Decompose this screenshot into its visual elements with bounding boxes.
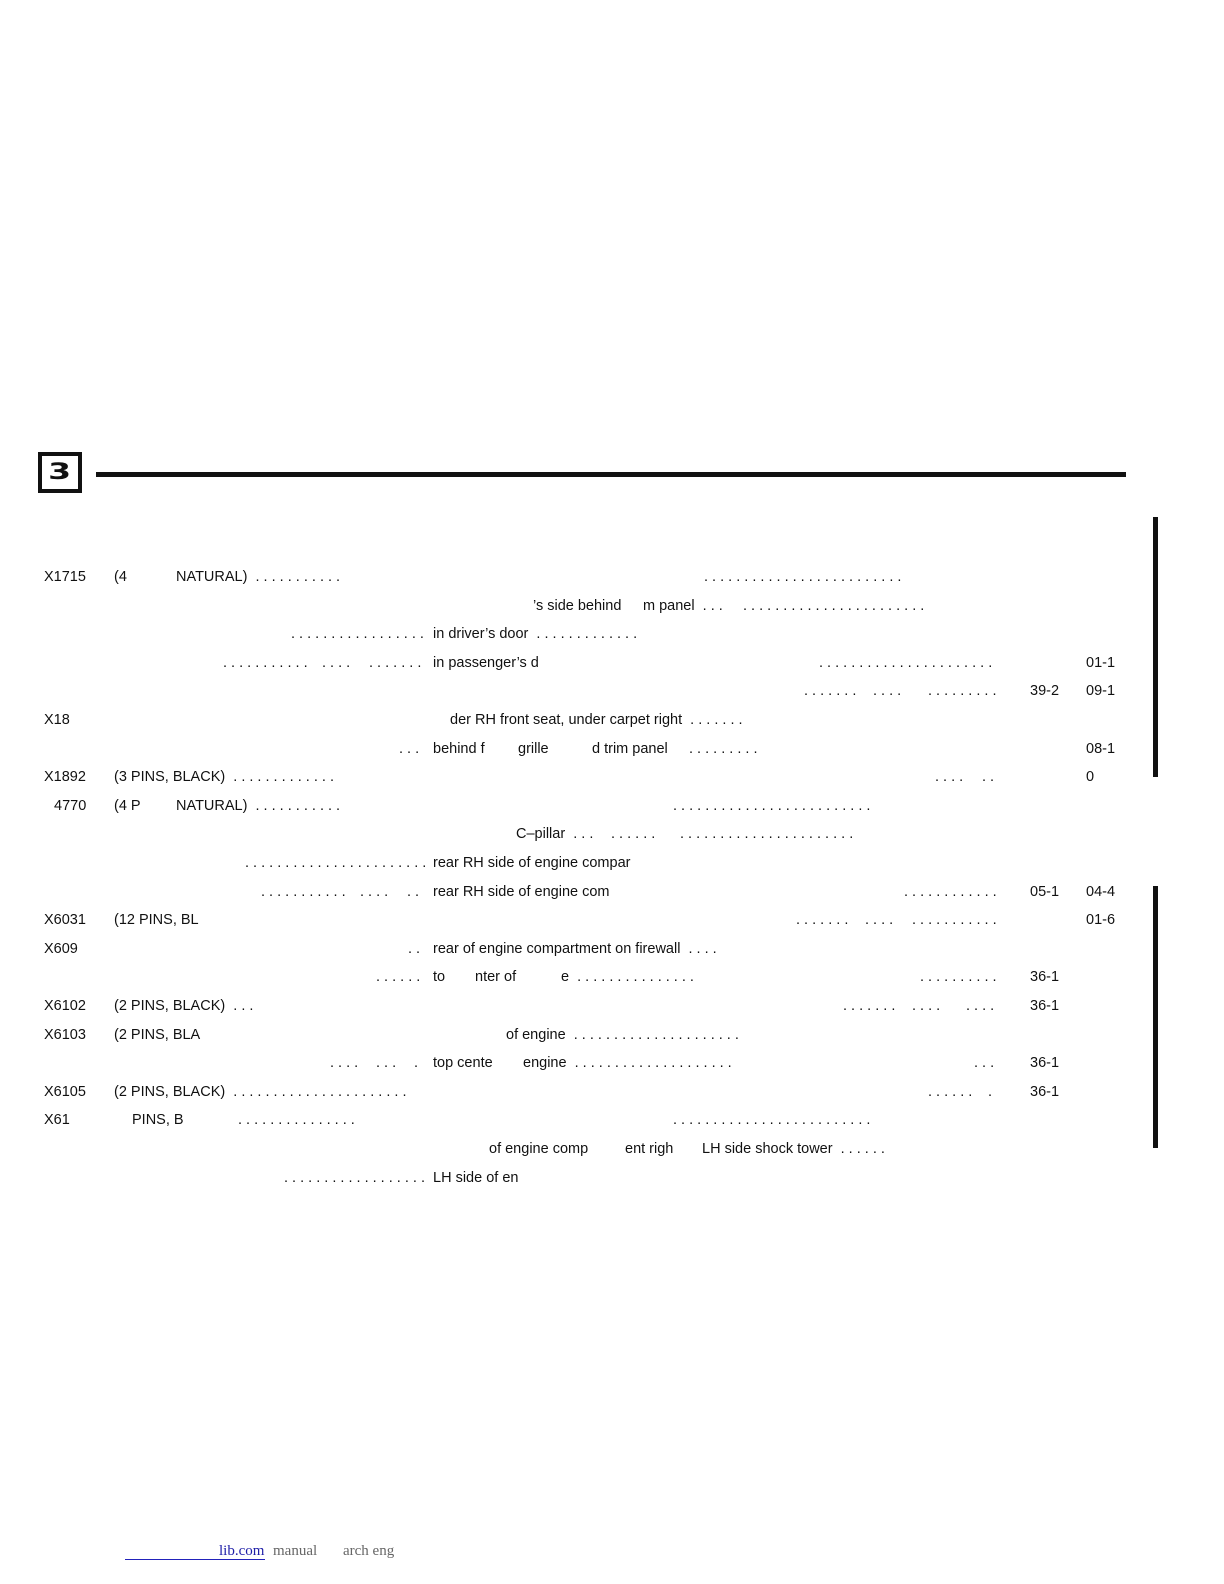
row-text-fragment: 04-4 bbox=[1086, 883, 1116, 900]
row-text-fragment: . . . . . . . . . . bbox=[920, 969, 997, 986]
row-text-fragment: (2 PINS, BLACK) . . . . . . . . . . . . . . . . . . . . . . bbox=[114, 1083, 407, 1100]
row-text-fragment: . . bbox=[982, 769, 995, 786]
row-text-fragment: LH side of en bbox=[433, 1169, 519, 1186]
thumb-edge-bar-upper bbox=[1153, 517, 1158, 777]
header-rule bbox=[96, 472, 1126, 477]
row-text-fragment: . bbox=[988, 1083, 993, 1100]
row-text-fragment: (2 PINS, BLACK) . . . bbox=[114, 998, 254, 1014]
row-text-fragment: NATURAL) . . . . . . . . . . . bbox=[176, 797, 341, 814]
row-text-fragment: behind f bbox=[433, 740, 485, 757]
row-text-fragment: 0 bbox=[1086, 769, 1095, 786]
row-text-fragment: X1715 bbox=[44, 569, 86, 585]
row-text-fragment: LH side shock tower . . . . . . bbox=[702, 1141, 885, 1157]
row-text-fragment: . . . . . . . . . . . . . . . . . . . . . . bbox=[680, 826, 854, 843]
row-text-fragment: . . . . . . . bbox=[804, 683, 857, 700]
row-text-fragment: PINS, B bbox=[132, 1112, 184, 1129]
row-text-fragment: . . . . . . . . . . . . . . . . . . . . . . . bbox=[743, 597, 925, 614]
row-text-fragment: in passenger’s d bbox=[433, 654, 539, 671]
row-text-fragment: . . . . . . bbox=[611, 826, 656, 843]
row-text-fragment: 36-1 bbox=[1030, 998, 1060, 1014]
row-text-fragment: 36-1 bbox=[1030, 1083, 1060, 1100]
row-text-fragment: . . . . . . bbox=[376, 969, 421, 986]
row-text-fragment: (4 bbox=[114, 569, 127, 585]
thumb-edge-bar-lower bbox=[1153, 886, 1158, 1148]
footer-link[interactable]: lib.com bbox=[219, 1543, 265, 1559]
row-text-fragment: 36-1 bbox=[1030, 1055, 1060, 1072]
row-text-fragment: ’s side behind bbox=[533, 597, 622, 614]
row-text-fragment: . . bbox=[407, 883, 420, 900]
row-text-fragment: . . . . bbox=[935, 769, 964, 786]
row-text-fragment: (3 PINS, BLACK) . . . . . . . . . . . . . bbox=[114, 769, 334, 786]
row-text-fragment: . . . . bbox=[360, 883, 389, 900]
row-text-fragment: (12 PINS, BL bbox=[114, 912, 199, 929]
row-text-fragment: . . . . . . . . . . . bbox=[912, 912, 997, 929]
row-text-fragment: ent righ bbox=[625, 1141, 674, 1157]
row-text-fragment: X6102 bbox=[44, 998, 86, 1014]
row-text-fragment: e . . . . . . . . . . . . . . . bbox=[561, 969, 694, 986]
row-text-fragment: . . . . . . . . . . . . bbox=[904, 883, 997, 900]
row-text-fragment: . . . . . . . bbox=[796, 912, 849, 929]
row-text-fragment: . . . bbox=[974, 1055, 995, 1072]
row-text-fragment: 4770 bbox=[54, 797, 87, 814]
row-text-fragment: to bbox=[433, 969, 446, 986]
row-text-fragment: of engine . . . . . . . . . . . . . . . . . . . . . bbox=[506, 1026, 739, 1043]
row-text-fragment: . . . . . . bbox=[928, 1083, 973, 1100]
footer-text: manual bbox=[273, 1543, 318, 1559]
row-text-fragment: d trim panel bbox=[592, 740, 668, 757]
row-text-fragment: grille bbox=[518, 740, 549, 757]
row-text-fragment: X61 bbox=[44, 1112, 70, 1129]
row-text-fragment: . . . . bbox=[912, 998, 941, 1014]
row-text-fragment: m panel . . . bbox=[643, 597, 723, 614]
row-text-fragment: X18 bbox=[44, 712, 70, 728]
row-text-fragment: of engine comp bbox=[489, 1141, 589, 1157]
row-text-fragment: rear RH side of engine com bbox=[433, 883, 610, 900]
section-tab bbox=[38, 452, 82, 493]
row-text-fragment: 09-1 bbox=[1086, 683, 1116, 700]
row-text-fragment: 01-1 bbox=[1086, 654, 1116, 671]
row-text-fragment: 01-6 bbox=[1086, 912, 1116, 929]
row-text-fragment: . . . . . . . . . . . . . . . . . . bbox=[284, 1169, 425, 1186]
row-text-fragment: . . . . bbox=[330, 1055, 359, 1072]
row-text-fragment: . . . . . . . bbox=[369, 654, 422, 671]
row-text-fragment: . . . . bbox=[966, 998, 995, 1014]
row-text-fragment: . . . . bbox=[865, 912, 894, 929]
row-text-fragment: 39-2 bbox=[1030, 683, 1060, 700]
row-text-fragment: X1892 bbox=[44, 769, 86, 786]
row-text-fragment: C–pillar . . . bbox=[516, 826, 594, 843]
row-text-fragment: NATURAL) . . . . . . . . . . . bbox=[176, 569, 341, 585]
row-text-fragment: . . . . . . . bbox=[843, 998, 896, 1014]
row-text-fragment: . bbox=[414, 1055, 419, 1072]
section-number: 3 bbox=[48, 459, 72, 485]
row-text-fragment: (4 P bbox=[114, 797, 141, 814]
row-text-fragment: 08-1 bbox=[1086, 740, 1116, 757]
row-text-fragment: top cente bbox=[433, 1055, 493, 1072]
row-text-fragment: . . bbox=[408, 940, 421, 957]
row-text-fragment: in driver’s door . . . . . . . . . . . . . bbox=[433, 626, 638, 643]
row-text-fragment: . . . . . . . . . . . . . . . bbox=[238, 1112, 355, 1129]
row-text-fragment: . . . . . . . . . . . . . . . . . . . . . . . . . bbox=[704, 569, 902, 585]
row-text-fragment: (2 PINS, BLA bbox=[114, 1026, 201, 1043]
row-text-fragment: . . . . . . . . . . . bbox=[223, 654, 308, 671]
row-text-fragment: X609 bbox=[44, 940, 78, 957]
row-text-fragment: rear RH side of engine compar bbox=[433, 855, 631, 871]
row-text-fragment: 36-1 bbox=[1030, 969, 1060, 986]
row-text-fragment: X6105 bbox=[44, 1083, 86, 1100]
row-text-fragment: . . . . . . . . . bbox=[689, 740, 758, 757]
row-text-fragment: . . . . . . . . . . . . . . . . . . . . . . . bbox=[245, 855, 427, 871]
row-text-fragment: . . . bbox=[376, 1055, 397, 1072]
row-text-fragment: . . . . . . . . . . . . . . . . . bbox=[291, 626, 424, 643]
row-text-fragment: . . . . . . . . . bbox=[928, 683, 997, 700]
row-text-fragment: . . . bbox=[399, 740, 420, 757]
row-text-fragment: X6103 bbox=[44, 1026, 86, 1043]
row-text-fragment: . . . . bbox=[322, 654, 351, 671]
row-text-fragment: X6031 bbox=[44, 912, 86, 929]
row-text-fragment: rear of engine compartment on firewall . . . . bbox=[433, 940, 717, 957]
row-text-fragment: der RH front seat, under carpet right . . . . . . . bbox=[450, 712, 743, 728]
row-text-fragment: engine . . . . . . . . . . . . . . . . . . . . bbox=[523, 1055, 732, 1072]
row-text-fragment: 05-1 bbox=[1030, 883, 1060, 900]
row-text-fragment: . . . . . . . . . . . . . . . . . . . . . . . . . bbox=[673, 797, 871, 814]
row-text-fragment: . . . . . . . . . . . . . . . . . . . . . . . . . bbox=[673, 1112, 871, 1129]
footer-text: arch eng bbox=[343, 1543, 395, 1559]
row-text-fragment: . . . . . . . . . . . . . . . . . . . . . . bbox=[819, 654, 993, 671]
row-text-fragment: . . . . . . . . . . . bbox=[261, 883, 346, 900]
row-text-fragment: . . . . bbox=[873, 683, 902, 700]
row-text-fragment: nter of bbox=[475, 969, 517, 986]
